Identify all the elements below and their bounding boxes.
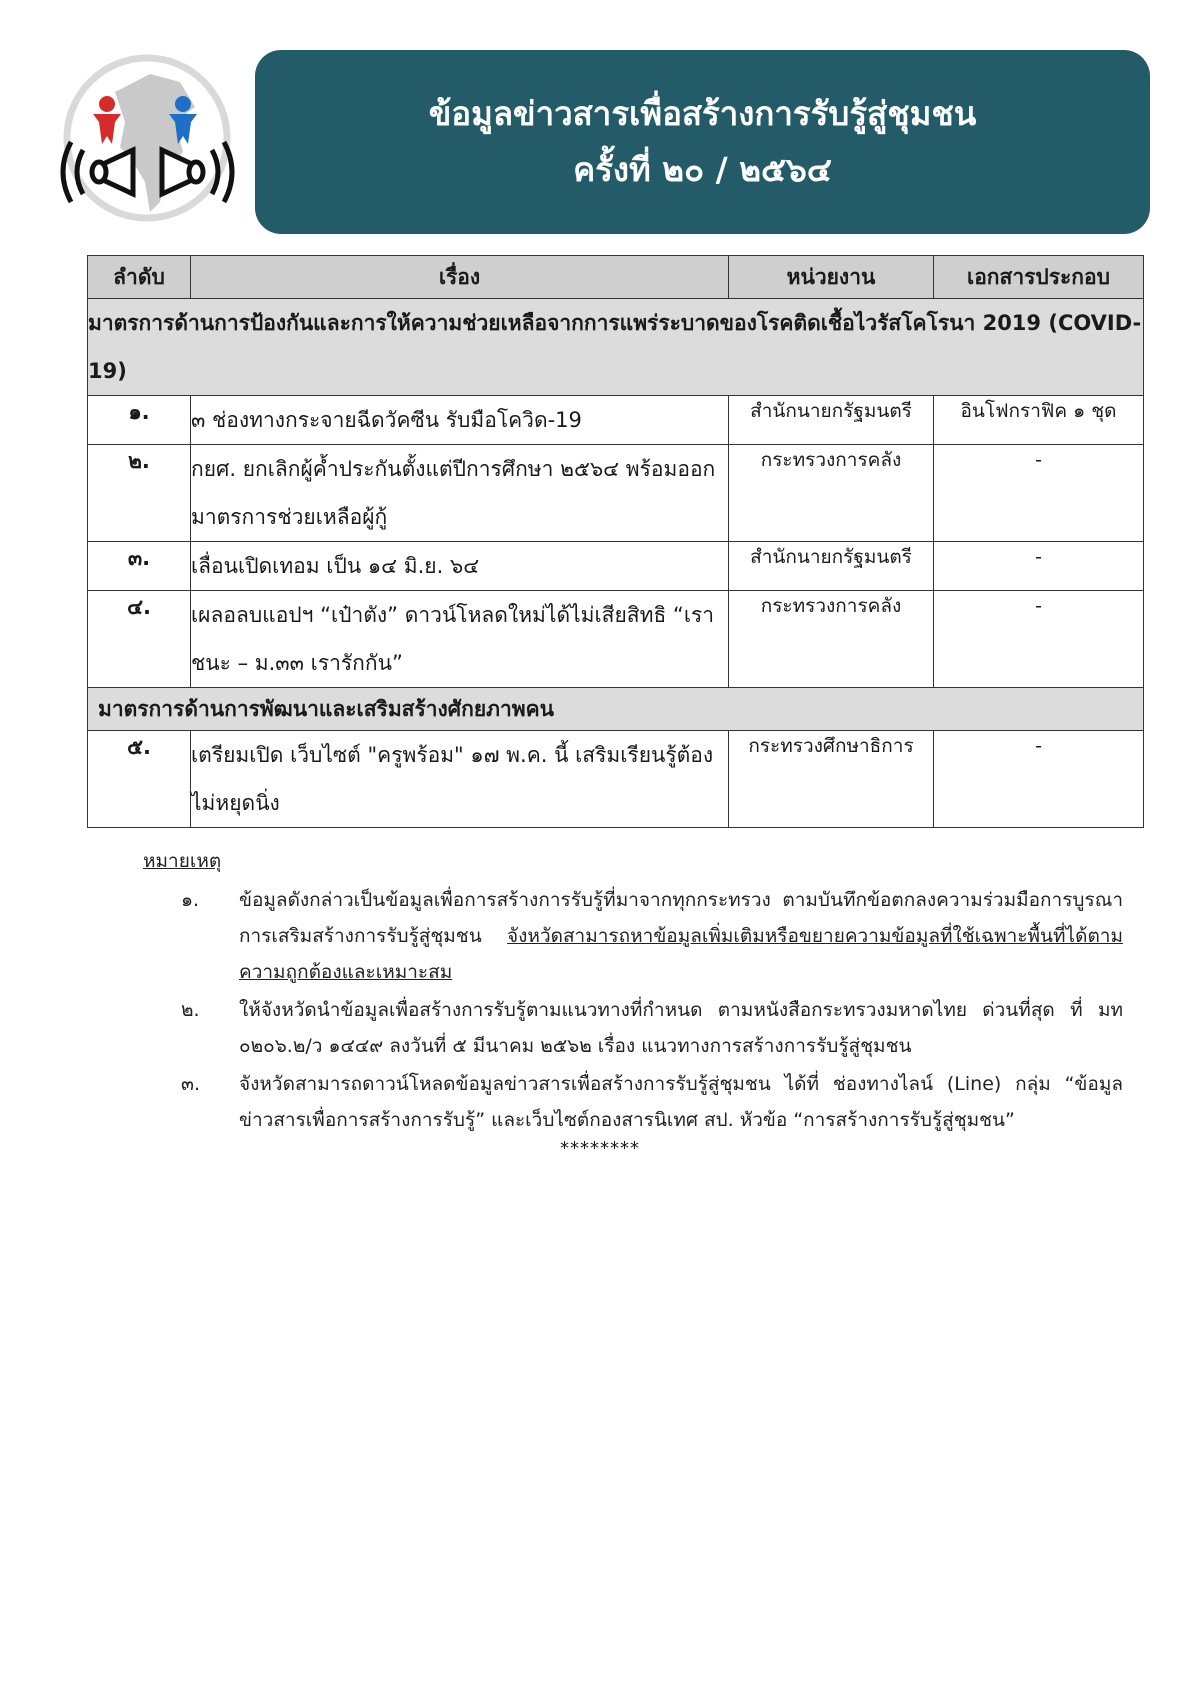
logo xyxy=(55,52,240,227)
header-unit: หน่วยงาน xyxy=(729,256,934,299)
header-attachment: เอกสารประกอบ xyxy=(934,256,1144,299)
section-covid: มาตรการด้านการป้องกันและการให้ความช่วยเหลือจากการแพร่ระบาดของโรคติดเชื้อไวรัสโคโรนา 2019 (COVID-19) xyxy=(88,299,1144,396)
notes-section xyxy=(143,846,1123,1140)
notes-title: หมายเหตุ xyxy=(143,850,222,872)
table-row xyxy=(88,445,1144,542)
table-row xyxy=(88,396,1144,445)
header-banner xyxy=(255,50,1150,234)
note-text-plain: ข้อมูลดังกล่าวเป็นข้อมูลเพื่อการสร้างการรับรู้ที่มาจากทุกกระทรวง ตามบันทึกข้อตกลงความร่วมมือการบูรณาการเสริมสร้างการรับรู้สู่ชุมชน xyxy=(239,889,1123,947)
row-number: ๑. xyxy=(88,396,191,445)
row-attachment: - xyxy=(934,731,1144,828)
row-subject: เตรียมเปิด เว็บไซต์ "ครูพร้อม" ๑๗ พ.ค. นี้ เสริมเรียนรู้ต้องไม่หยุดนิ่ง xyxy=(191,731,729,828)
row-subject: เลื่อนเปิดเทอม เป็น ๑๔ มิ.ย. ๖๔ xyxy=(191,542,729,591)
header-subject: เรื่อง xyxy=(191,256,729,299)
note-text xyxy=(221,882,1123,990)
row-attachment: อินโฟกราฟิค ๑ ชุด xyxy=(934,396,1144,445)
issue-number: ครั้งที่ ๒๐ / ๒๕๖๔ xyxy=(573,150,832,189)
note-number: ๑. xyxy=(181,889,200,911)
note-item xyxy=(143,882,1123,990)
note-item xyxy=(143,992,1123,1064)
news-table xyxy=(87,255,1144,828)
table-header-row xyxy=(88,256,1144,299)
row-number: ๔. xyxy=(88,591,191,688)
table-row xyxy=(88,542,1144,591)
note-item xyxy=(143,1066,1123,1138)
note-text: จังหวัดสามารถดาวน์โหลดข้อมูลข่าวสารเพื่อสร้างการรับรู้สู่ชุมชน ได้ที่ ช่องทางไลน์ (Line) กลุ่ม “ข้อมูลข่าวสารเพื่อการสร้างการรับรู้” และเว็บไซต์กองสารนิเทศ สป. หัวข้อ “การสร้างการรับรู้สู่ชุมชน” xyxy=(239,1073,1123,1131)
section-development: มาตรการด้านการพัฒนาและเสริมสร้างศักยภาพคน xyxy=(88,688,1144,731)
table-row xyxy=(88,591,1144,688)
row-attachment: - xyxy=(934,591,1144,688)
row-unit: กระทรวงการคลัง xyxy=(729,445,934,542)
table-row xyxy=(88,731,1144,828)
end-mark: ******** xyxy=(560,1138,640,1159)
section-row xyxy=(88,299,1144,396)
note-number: ๓. xyxy=(181,1073,201,1095)
row-subject: เผลอลบแอปฯ “เป๋าตัง” ดาวน์โหลดใหม่ได้ไม่เสียสิทธิ “เราชนะ – ม.๓๓ เรารักกัน” xyxy=(191,591,729,688)
row-attachment: - xyxy=(934,445,1144,542)
row-subject: ๓ ช่องทางกระจายฉีดวัคซีน รับมือโควิด-19 xyxy=(191,396,729,445)
row-number: ๕. xyxy=(88,731,191,828)
row-number: ๒. xyxy=(88,445,191,542)
note-text-underlined: จังหวัดสามารถหาข้อมูลเพิ่มเติมหรือขยายความข้อมูลที่ใช้เฉพาะพื้นที่ได้ตามความถูกต้องและเหมาะสม xyxy=(239,925,1123,983)
header-no: ลำดับ xyxy=(88,256,191,299)
note-number: ๒. xyxy=(181,999,200,1021)
row-unit: กระทรวงการคลัง xyxy=(729,591,934,688)
row-unit: สำนักนายกรัฐมนตรี xyxy=(729,542,934,591)
row-attachment: - xyxy=(934,542,1144,591)
note-text: ให้จังหวัดนำข้อมูลเพื่อสร้างการรับรู้ตามแนวทางที่กำหนด ตามหนังสือกระทรวงมหาดไทย ด่วนที่สุด ที่ มท ๐๒๐๖.๒/ว ๑๔๔๙ ลงวันที่ ๕ มีนาคม ๒๕๖๒ เรื่อง แนวทางการสร้างการรับรู้สู่ชุมชน xyxy=(239,999,1123,1057)
row-unit: สำนักนายกรัฐมนตรี xyxy=(729,396,934,445)
row-unit: กระทรวงศึกษาธิการ xyxy=(729,731,934,828)
row-subject: กยศ. ยกเลิกผู้ค้ำประกันตั้งแต่ปีการศึกษา ๒๕๖๔ พร้อมออกมาตรการช่วยเหลือผู้กู้ xyxy=(191,445,729,542)
row-number: ๓. xyxy=(88,542,191,591)
page-title: ข้อมูลข่าวสารเพื่อสร้างการรับรู้สู่ชุมชน xyxy=(428,94,977,133)
section-row xyxy=(88,688,1144,731)
